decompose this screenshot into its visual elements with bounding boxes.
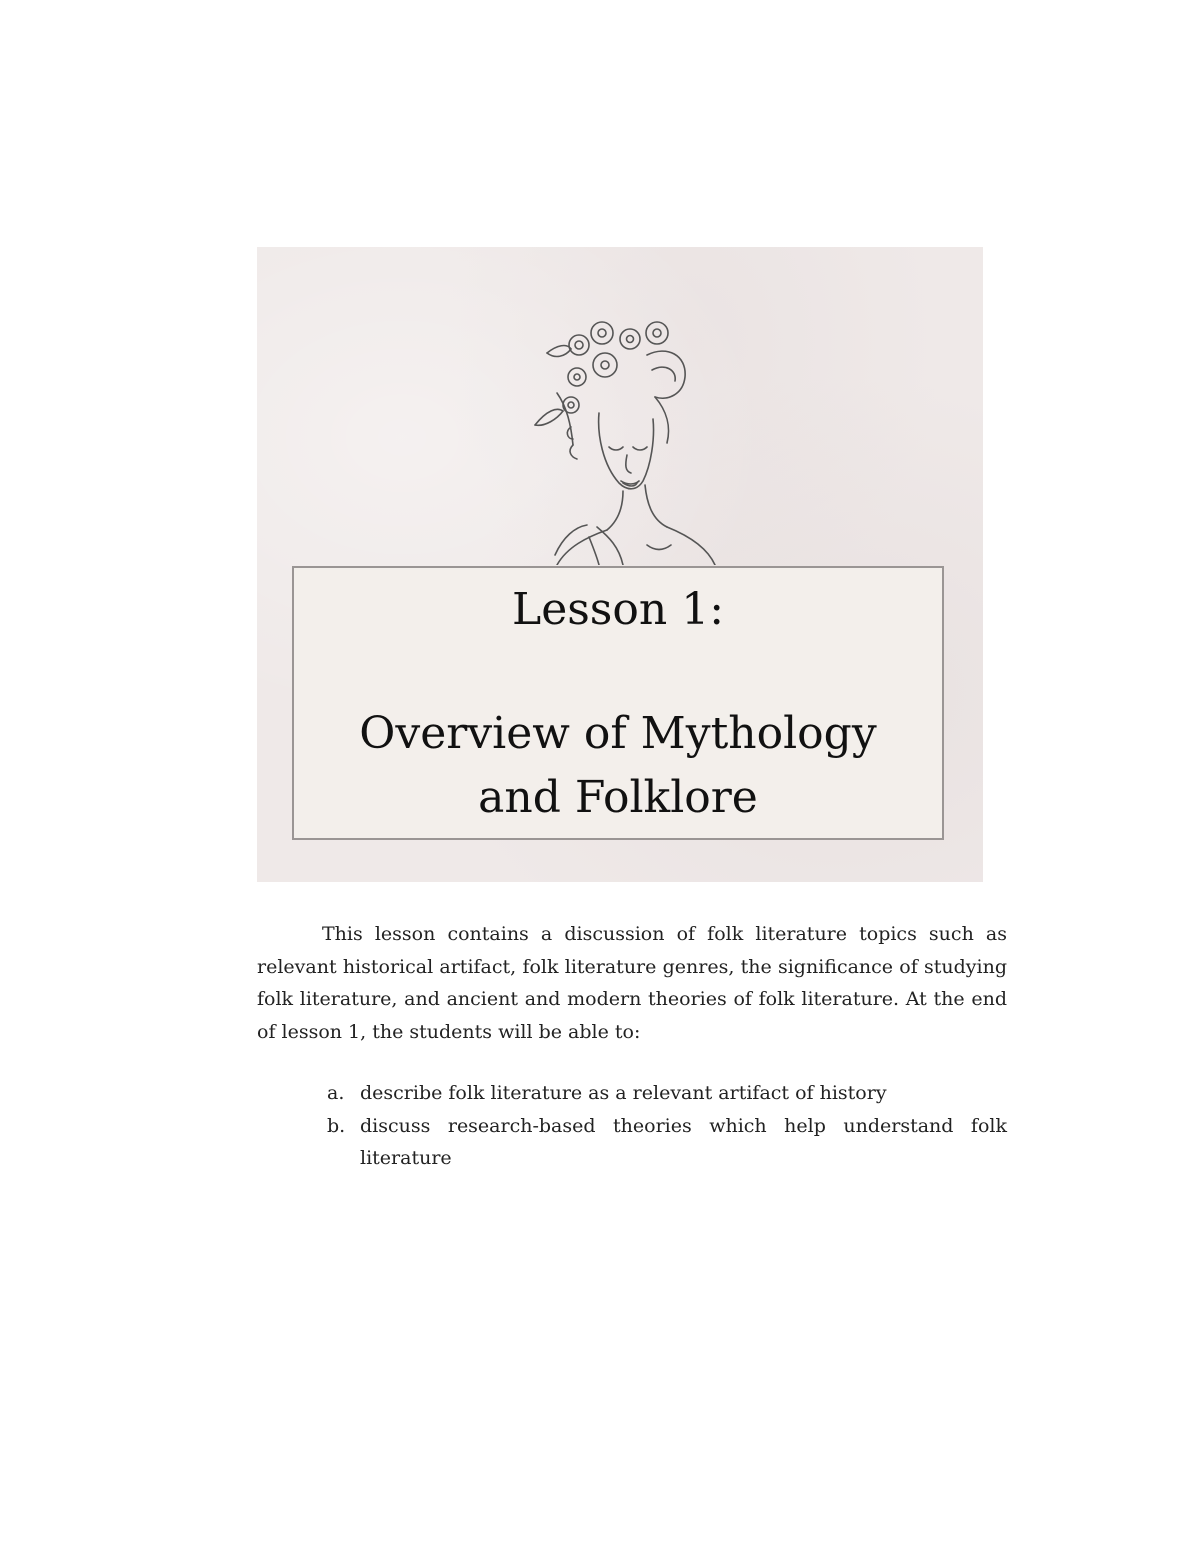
woman-with-flowers-illustration (527, 315, 727, 565)
list-item (257, 1077, 1007, 1110)
intro-paragraph: This lesson contains a discussion of folk literature topics such as relevant historical artifact, folk literature genres, the significance of studying folk literature, and ancient and modern theories of folk literature. At the end of lesson 1, the students will be able to: (257, 923, 1007, 1043)
list-item-text: describe folk literature as a relevant artifact of history (360, 1082, 887, 1104)
lesson-title-box (292, 566, 944, 840)
cover-banner (257, 247, 983, 882)
objectives-list (257, 1077, 1007, 1175)
list-item (257, 1110, 1007, 1175)
lesson-label: Lesson 1: (511, 584, 725, 635)
list-item-marker: b. (327, 1114, 346, 1137)
list-item-marker: a. (327, 1082, 345, 1104)
lesson-title-line-1: Overview of Mythology (359, 708, 877, 759)
lesson-title-line-2: and Folklore (478, 772, 758, 823)
list-item-text: discuss research-based theories which help understand folk literature (360, 1114, 1007, 1169)
